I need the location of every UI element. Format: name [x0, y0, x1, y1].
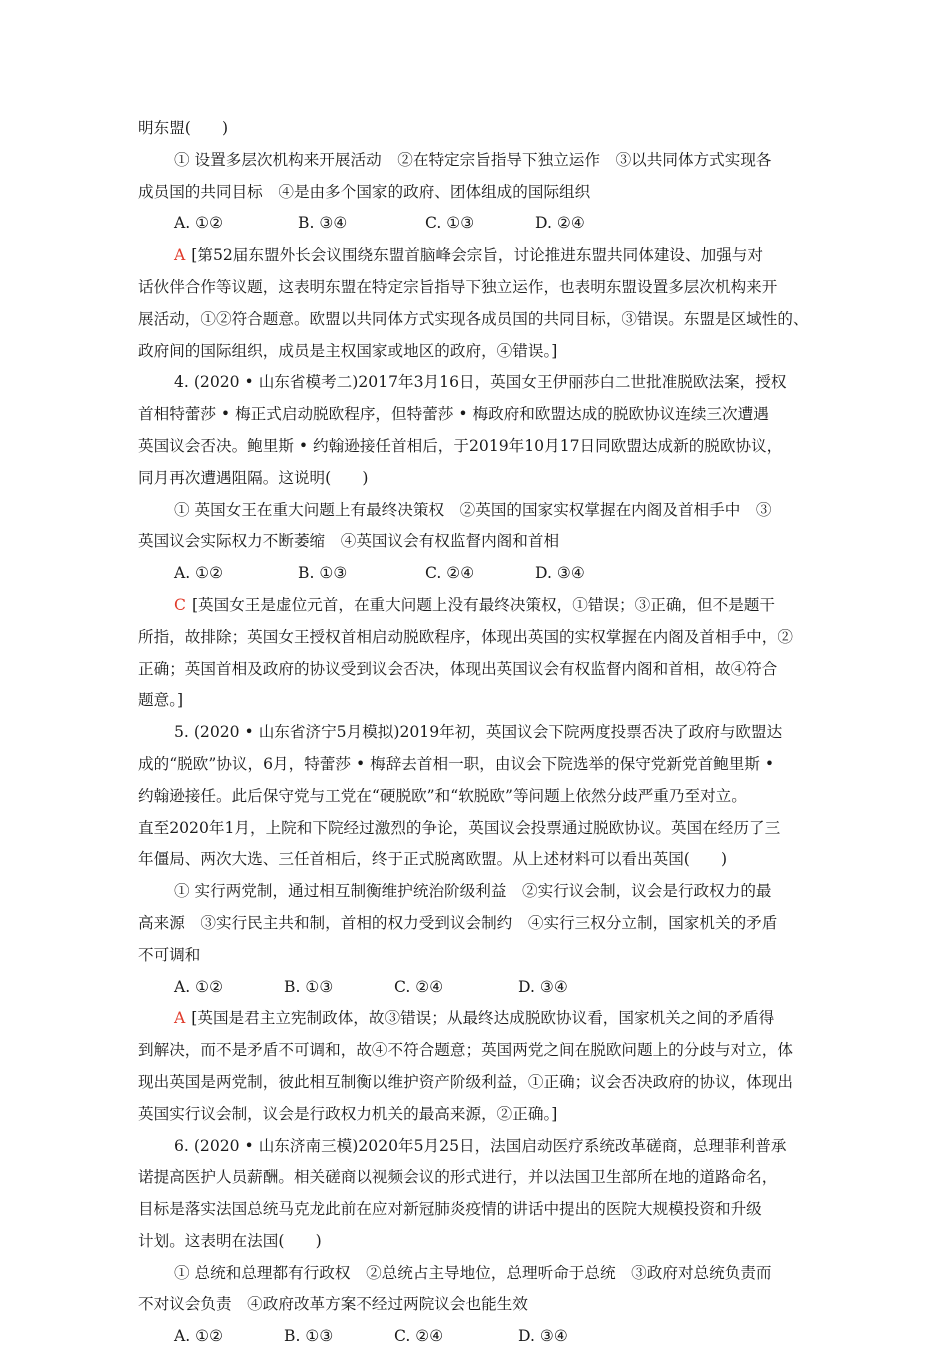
answer-options — [138, 972, 822, 1004]
answer-explanation: C [英国女王是虚位元首，在重大问题上没有最终决策权，①错误；③正确，但不是题干 — [174, 595, 775, 614]
answer-key: A — [174, 1009, 186, 1028]
answer-explanation: 展活动，①②符合题意。欧盟以共同体方式实现各成员国的共同目标，③错误。东盟是区域性的、 — [138, 309, 809, 328]
question-choices: ① 实行两党制，通过相互制衡维护统治阶级利益 ②实行议会制，议会是行政权力的最 — [174, 882, 772, 901]
option-d: D. ③④ — [518, 1327, 568, 1346]
answer-explanation: A [第52届东盟外长会议围绕东盟首脑峰会宗旨，讨论推进东盟共同体建设、加强与对 — [174, 246, 763, 265]
question-stem: 同月再次遭遇阻隔。这说明( ) — [138, 468, 369, 487]
option-d: D. ③④ — [535, 564, 585, 583]
question-choices: 英国议会实际权力不断萎缩 ④英国议会有权监督内阁和首相 — [138, 532, 560, 551]
question-stem: 首相特蕾莎 • 梅正式启动脱欧程序，但特蕾莎 • 梅政府和欧盟达成的脱欧协议连续三次遭遇 — [138, 405, 769, 424]
option-a: A. ①② — [174, 977, 224, 996]
option-d: D. ②④ — [535, 214, 585, 233]
answer-explanation: 正确；英国首相及政府的协议受到议会否决，体现出英国议会有权监督内阁和首相，故④符合 — [138, 659, 778, 678]
answer-key: A — [174, 246, 186, 265]
answer-options — [138, 558, 822, 590]
question-choices: ① 英国女王在重大问题上有最终决策权 ②英国的国家实权掌握在内阁及首相手中 ③ — [174, 500, 772, 519]
question-stem: 英国议会否决。鲍里斯 • 约翰逊接任首相后，于2019年10月17日同欧盟达成新的脱欧协议， — [138, 436, 783, 455]
question-choices: ① 总统和总理都有行政权 ②总统占主导地位，总理听命于总统 ③政府对总统负责而 — [174, 1263, 772, 1282]
question-stem: 目标是落实法国总统马克龙此前在应对新冠肺炎疫情的讲话中提出的医院大规模投资和升级 — [138, 1200, 762, 1219]
option-a: A. ①② — [174, 1327, 224, 1346]
option-a: A. ①② — [174, 214, 224, 233]
question-stem: 4. (2020 • 山东省模考二)2017年3月16日，英国女王伊丽莎白二世批准脱欧法案，授权 — [174, 373, 787, 392]
option-d: D. ③④ — [518, 977, 568, 996]
answer-key: C — [174, 595, 186, 614]
answer-options — [138, 208, 822, 240]
option-c: C. ②④ — [425, 564, 475, 583]
question-choices: 不可调和 — [138, 945, 201, 964]
question-stem: 成的“脱欧”协议，6月，特蕾莎 • 梅辞去首相一职，由议会下院选举的保守党新党首鲍里斯 • — [138, 754, 775, 773]
answer-explanation: 政府间的国际组织，成员是主权国家或地区的政府，④错误。] — [138, 341, 558, 360]
answer-explanation: 所指，故排除；英国女王授权首相启动脱欧程序，体现出英国的实权掌握在内阁及首相手中，② — [138, 627, 793, 646]
question-stem: 5. (2020 • 山东省济宁5月模拟)2019年初，英国议会下院两度投票否决了政府与欧盟达 — [174, 723, 783, 742]
option-c: C. ②④ — [394, 1327, 444, 1346]
question-choices: ① 设置多层次机构来开展活动 ②在特定宗旨指导下独立运作 ③以共同体方式实现各 — [174, 150, 772, 169]
option-b: B. ①③ — [284, 977, 334, 996]
answer-explanation: 现出英国是两党制，彼此相互制衡以维护资产阶级利益，①正确；议会否决政府的协议，体现出 — [138, 1072, 793, 1091]
question-choices: 高来源 ③实行民主共和制，首相的权力受到议会制约 ④实行三权分立制，国家机关的矛盾 — [138, 913, 778, 932]
answer-explanation: 英国实行议会制，议会是行政权力机关的最高来源，②正确。] — [138, 1104, 558, 1123]
answer-explanation: 题意。] — [138, 691, 184, 710]
question-stem: 明东盟( ) — [138, 119, 229, 137]
answer-explanation: 话伙伴合作等议题，这表明东盟在特定宗旨指导下独立运作，也表明东盟设置多层次机构来开 — [138, 277, 778, 296]
answer-explanation: A [英国是君主立宪制政体，故③错误；从最终达成脱欧协议看，国家机关之间的矛盾得 — [174, 1009, 775, 1028]
option-a: A. ①② — [174, 564, 224, 583]
document-page — [138, 113, 822, 1353]
option-c: C. ②④ — [394, 977, 444, 996]
option-b: B. ①③ — [298, 564, 348, 583]
option-b: B. ①③ — [284, 1327, 334, 1346]
answer-explanation: 到解决，而不是矛盾不可调和，故④不符合题意；英国两党之间在脱欧问题上的分歧与对立，体 — [138, 1041, 793, 1060]
question-choices: 不对议会负责 ④政府改革方案不经过两院议会也能生效 — [138, 1295, 528, 1314]
question-stem: 6. (2020 • 山东济南三模)2020年5月25日，法国启动医疗系统改革磋商，总理菲利普承 — [174, 1136, 787, 1155]
question-stem: 直至2020年1月，上院和下院经过激烈的争论，英国议会投票通过脱欧协议。英国在经历了三 — [138, 818, 781, 837]
option-b: B. ③④ — [298, 214, 348, 233]
question-stem: 约翰逊接任。此后保守党与工党在“硬脱欧”和“软脱欧”等问题上依然分歧严重乃至对立。 — [138, 786, 747, 805]
answer-options — [138, 1321, 822, 1353]
question-stem: 年僵局、两次大选、三任首相后，终于正式脱离欧盟。从上述材料可以看出英国( ) — [138, 850, 728, 869]
question-stem: 计划。这表明在法国( ) — [138, 1231, 322, 1250]
option-c: C. ①③ — [425, 214, 475, 233]
question-choices: 成员国的共同目标 ④是由多个国家的政府、团体组成的国际组织 — [138, 182, 591, 201]
question-stem: 诺提高医护人员薪酬。相关磋商以视频会议的形式进行，并以法国卫生部所在地的道路命名， — [138, 1168, 778, 1187]
